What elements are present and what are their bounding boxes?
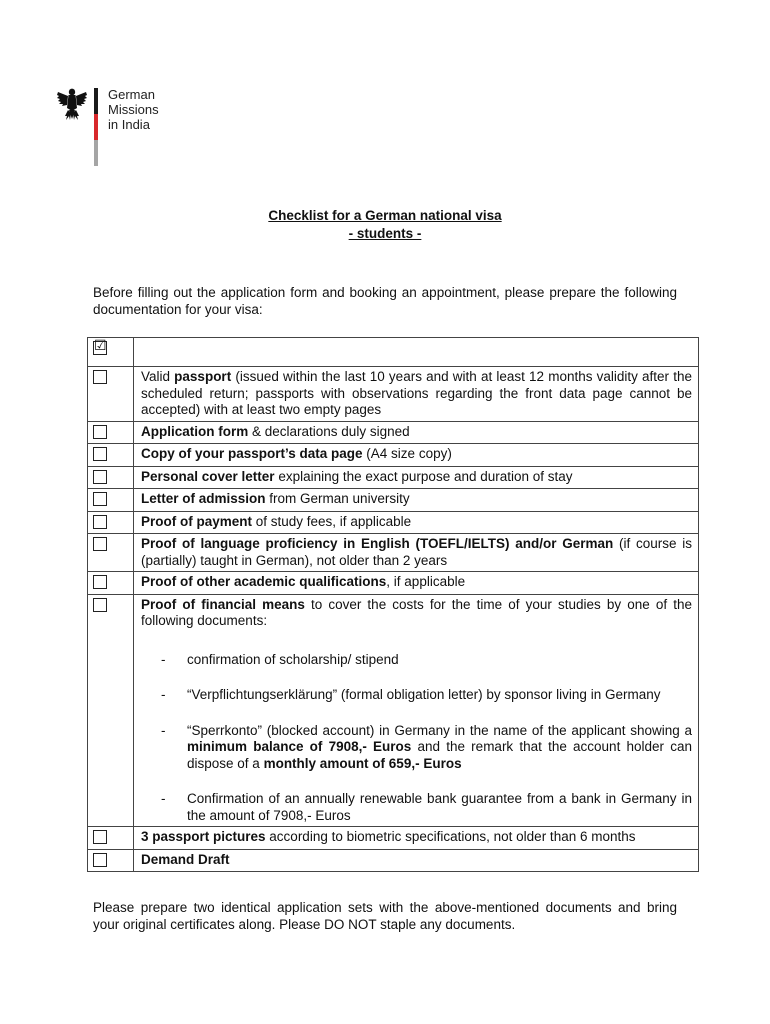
- checklist-row: [88, 534, 699, 572]
- checkbox-admission-letter[interactable]: [93, 492, 107, 506]
- sub-item: [141, 791, 692, 824]
- org-line-2: in India: [108, 117, 150, 132]
- intro-paragraph: Before filling out the application form and booking an appointment, please prepare the following documentation for your visa:: [93, 285, 677, 317]
- organization-name: [108, 87, 159, 132]
- checkbox-payment-proof[interactable]: [93, 515, 107, 529]
- sub-item-text: “Verpflichtungserklärung” (formal obligation letter) by sponsor living in Germany: [187, 687, 661, 702]
- item-text: of study fees, if applicable: [252, 513, 412, 529]
- item-text: (A4 size copy): [362, 446, 452, 461]
- item-title: Application form: [141, 423, 249, 439]
- checklist-row: [88, 594, 699, 827]
- checked-box-icon: ☑: [94, 337, 107, 353]
- sub-item-text: Confirmation of an annually renewable bank guarantee from a bank in Germany in the amount of 7908,- Euros: [187, 791, 692, 823]
- closing-paragraph: Please prepare two identical application sets with the above-mentioned documents and bring your original certificates along. Please DO NOT staple any documents.: [93, 900, 677, 932]
- item-title: Letter of admission: [141, 491, 266, 506]
- checklist-header-row: [88, 338, 699, 367]
- checkbox-cover-letter[interactable]: [93, 470, 107, 484]
- dash-bullet: -: [161, 687, 166, 702]
- checklist-row: [88, 489, 699, 512]
- item-text: Valid: [141, 369, 175, 384]
- checkbox-passport-pictures[interactable]: [93, 830, 107, 844]
- federal-eagle-icon: [56, 86, 88, 122]
- item-title: Proof of financial means: [141, 596, 305, 612]
- document-title: [0, 207, 770, 243]
- item-title: 3 passport pictures: [141, 829, 266, 844]
- item-title: Copy of your passport’s data page: [141, 446, 363, 461]
- org-line-1: German Missions: [108, 87, 159, 117]
- dash-bullet: -: [161, 722, 166, 738]
- checklist-row: [88, 367, 699, 422]
- checkbox-financial-means[interactable]: [93, 598, 107, 612]
- flag-stripe: [94, 88, 98, 166]
- item-title: Proof of payment: [141, 513, 253, 529]
- dash-bullet: -: [161, 651, 166, 667]
- checkbox-passport[interactable]: [93, 370, 107, 384]
- item-text: (issued within the last 10 years and with at least 12 months validity after the scheduled return; passports with observations regarding the front data page cannot be accepted) with at least two empty pages: [141, 369, 692, 417]
- checklist-row: [88, 849, 699, 872]
- checklist-row: [88, 572, 699, 595]
- title-line-1: Checklist for a German national visa: [268, 208, 502, 223]
- item-text: according to biometric specifications, not older than 6 months: [265, 829, 636, 844]
- sub-item: [141, 723, 692, 773]
- item-text: from German university: [265, 491, 410, 506]
- sub-item: [141, 652, 692, 669]
- sub-item-text: “Sperrkonto” (blocked account) in Germany in the name of the applicant showing a minimum balance of 7908,- Euros and the remark that the account holder can dispose of a monthly amount of 659,- Euros: [187, 722, 692, 771]
- checkbox-demand-draft[interactable]: [93, 853, 107, 867]
- item-title: Proof of language proficiency in English (TOEFL/IELTS) and/or German: [141, 536, 614, 551]
- title-line-2: - students -: [348, 226, 422, 241]
- item-title: Personal cover letter: [141, 468, 275, 484]
- checkbox-application-form[interactable]: [93, 425, 107, 439]
- item-title: Proof of other academic qualifications: [141, 574, 387, 589]
- checklist-row: [88, 444, 699, 467]
- sub-item-text: confirmation of scholarship/ stipend: [187, 651, 399, 667]
- sub-item: [141, 687, 692, 704]
- item-text: (if course is (partially) taught in German), not older than 2 years: [141, 536, 692, 568]
- financial-means-options: [141, 652, 692, 825]
- checklist-row: [88, 421, 699, 444]
- checkbox-passport-copy[interactable]: [93, 447, 107, 461]
- item-text: explaining the exact purpose and duration of stay: [274, 468, 573, 484]
- item-text: & declarations duly signed: [248, 423, 410, 439]
- dash-bullet: -: [161, 791, 166, 806]
- item-text: , if applicable: [386, 574, 466, 589]
- checklist-row: [88, 466, 699, 489]
- checklist-row: [88, 511, 699, 534]
- item-title: Demand Draft: [141, 851, 230, 867]
- checkbox-language-proof[interactable]: [93, 537, 107, 551]
- item-title: passport: [174, 369, 232, 384]
- checkbox-academic-qualifications[interactable]: [93, 575, 107, 589]
- checklist-row: [88, 827, 699, 850]
- checklist-table: [87, 337, 699, 872]
- item-text: to cover the costs for the time of your studies by one of the following documents:: [141, 596, 692, 628]
